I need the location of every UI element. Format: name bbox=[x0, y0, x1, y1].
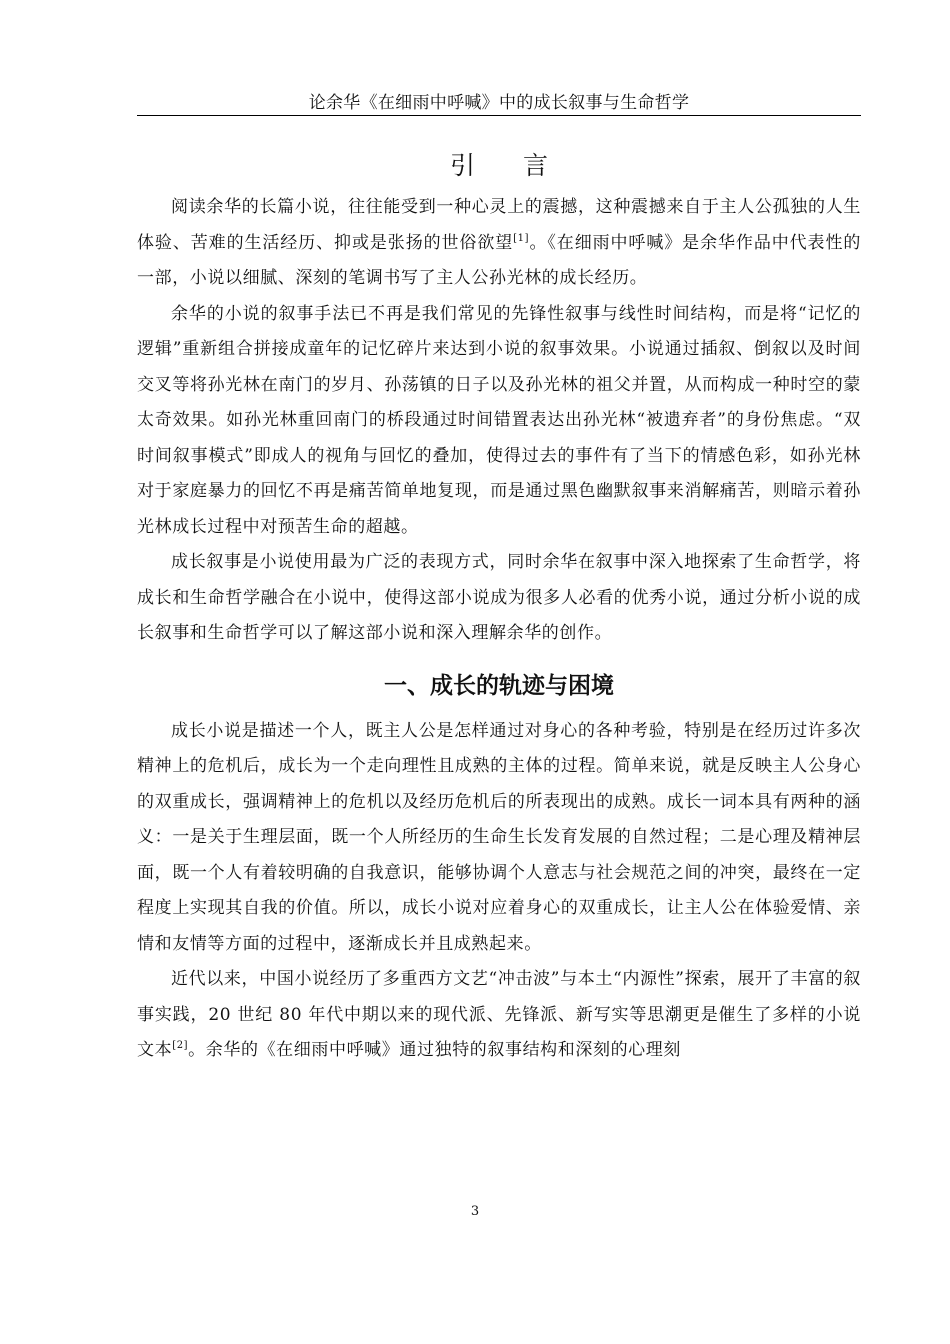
section-1-paragraph-1: 成长小说是描述一个人，既主人公是怎样通过对身心的各种考验，特别是在经历过许多次精神上的危机后，成长为一个走向理性且成熟的主体的过程。简单来说，就是反映主人公身心的双重成长，强调精神上的危机以及经历危机后的所表现出的成熟。成长一词本具有两种的涵义：一是关于生理层面，既一个人所经历的生命生长发育发展的自然过程；二是心理及精神层面，既一个人有着较明确的自我意识，能够协调个人意志与社会规范之间的冲突，最终在一定程度上实现其自我的价值。所以，成长小说对应着身心的双重成长，让主人公在体验爱情、亲情和友情等方面的过程中，逐渐成长并且成熟起来。 bbox=[137, 720, 861, 954]
intro-paragraph-1-text-a: 阅读余华的长篇小说，往往能受到一种心灵上的震撼，这种震撼来自于主人公孤独的人生体验、苦难的生活经历、抑或是张扬的世俗欲望 bbox=[137, 197, 861, 253]
page-number: 3 bbox=[470, 1204, 480, 1219]
intro-paragraph-3: 成长叙事是小说使用最为广泛的表现方式，同时余华在叙事中深入地探索了生命哲学，将成长和生命哲学融合在小说中，使得这部小说成为很多人必看的优秀小说，通过分析小说的成长叙事和生命哲学可以了解这部小说和深入理解余华的创作。 bbox=[137, 552, 861, 643]
document-body bbox=[137, 142, 861, 1069]
citation-ref-1: [1] bbox=[513, 232, 530, 244]
running-header: 论余华《在细雨中呼喊》中的成长叙事与生命哲学 bbox=[308, 93, 690, 113]
intro-paragraph-2: 余华的小说的叙事手法已不再是我们常见的先锋性叙事与线性时间结构，而是将“记忆的逻辑”重新组合拼接成童年的记忆碎片来达到小说的叙事效果。小说通过插叙、倒叙以及时间交叉等将孙光林在南门的岁月、孙荡镇的日子以及孙光林的祖父并置，从而构成一种时空的蒙太奇效果。如孙光林重回南门的桥段通过时间错置表达出孙光林“被遗弃者”的身份焦虑。“双时间叙事模式”即成人的视角与回忆的叠加，使得过去的事件有了当下的情感色彩，如孙光林对于家庭暴力的回忆不再是痛苦简单地复现，而是通过黑色幽默叙事来消解痛苦，则暗示着孙光林成长过程中对预苦生命的超越。 bbox=[137, 303, 861, 537]
section-1-paragraph-2-text-b: 。余华的《在细雨中呼喊》通过独特的叙事结构和深刻的心理刻 bbox=[188, 1040, 681, 1060]
header-rule bbox=[137, 115, 861, 116]
section-1-paragraph-2-text-a: 近代以来，中国小说经历了多重西方文艺“冲击波”与本土“内源性”探索，展开了丰富的叙事实践，20 世纪 80 年代中期以来的现代派、先锋派、新写实等思潮更是催生了多样的小说文本 bbox=[137, 969, 861, 1060]
intro-paragraph-1 bbox=[137, 190, 861, 297]
intro-heading: 引 言 bbox=[450, 151, 568, 180]
section-1-heading: 一、成长的轨迹与困境 bbox=[384, 672, 614, 699]
section-1-paragraph-2 bbox=[137, 962, 861, 1069]
citation-ref-2: [2] bbox=[172, 1040, 189, 1051]
intro-paragraph-1-text-b: 。《在细雨中呼喊》是余华作品中代表性的一部，小说以细腻、深刻的笔调书写了主人公孙光林的成长经历。 bbox=[137, 232, 861, 288]
